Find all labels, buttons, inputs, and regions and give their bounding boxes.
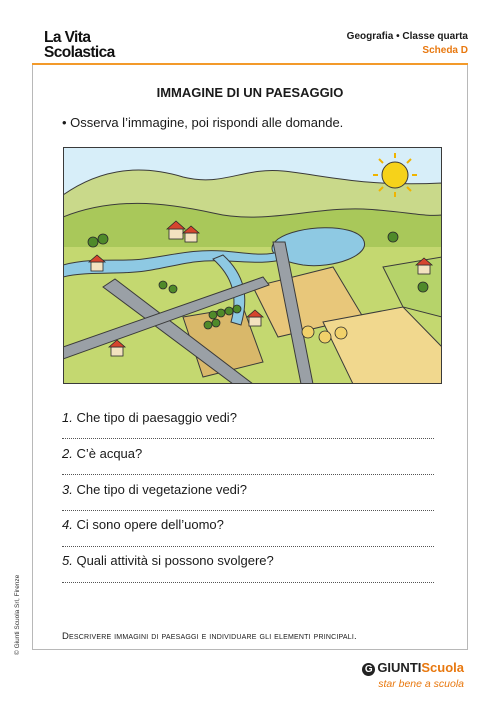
answer-line-1[interactable]: [62, 438, 434, 439]
question-4: [62, 517, 224, 532]
landscape-illustration: [63, 147, 442, 384]
brand-tagline: star bene a scuola: [378, 678, 464, 690]
sheet-meta: [347, 30, 468, 58]
question-1: [62, 410, 237, 425]
question-5: [62, 553, 274, 568]
question-3: [62, 482, 247, 497]
logo-line-1: La Vita: [44, 29, 91, 46]
brand-giunti: GIUNTI: [377, 660, 422, 675]
publisher-logo: [362, 660, 464, 676]
question-number: 1.: [62, 410, 73, 425]
question-text: Quali attività si possono svolgere?: [76, 553, 274, 568]
question-text: Ci sono opere dell’uomo?: [76, 517, 224, 532]
subject-label: Geografia • Classe quarta: [346, 31, 468, 42]
sheet-label: Scheda D: [422, 45, 468, 56]
learning-objective: Descrivere immagini di paesaggi e individuare gli elementi principali.: [62, 631, 357, 642]
answer-line-3[interactable]: [62, 510, 434, 511]
instruction-text: • Osserva l’immagine, poi rispondi alle domande.: [62, 115, 344, 130]
answer-line-4[interactable]: [62, 546, 434, 547]
page-title: IMMAGINE DI UN PAESAGGIO: [156, 85, 344, 100]
giunti-g-icon: G: [362, 663, 375, 676]
answer-line-2[interactable]: [62, 474, 434, 475]
question-number: 2.: [62, 446, 73, 461]
question-text: C’è acqua?: [76, 446, 143, 461]
answer-line-5[interactable]: [62, 582, 434, 583]
copyright-note: © Giunti Scuola Srl, Firenze: [14, 574, 21, 655]
question-number: 5.: [62, 553, 73, 568]
question-text: Che tipo di paesaggio vedi?: [76, 410, 237, 425]
question-number: 4.: [62, 517, 73, 532]
question-text: Che tipo di vegetazione vedi?: [76, 482, 248, 497]
logo-line-2: Scolastica: [44, 44, 115, 61]
brand-scuola: Scuola: [421, 660, 464, 675]
magazine-logo: [44, 30, 115, 60]
question-2: [62, 446, 142, 461]
question-number: 3.: [62, 482, 73, 497]
